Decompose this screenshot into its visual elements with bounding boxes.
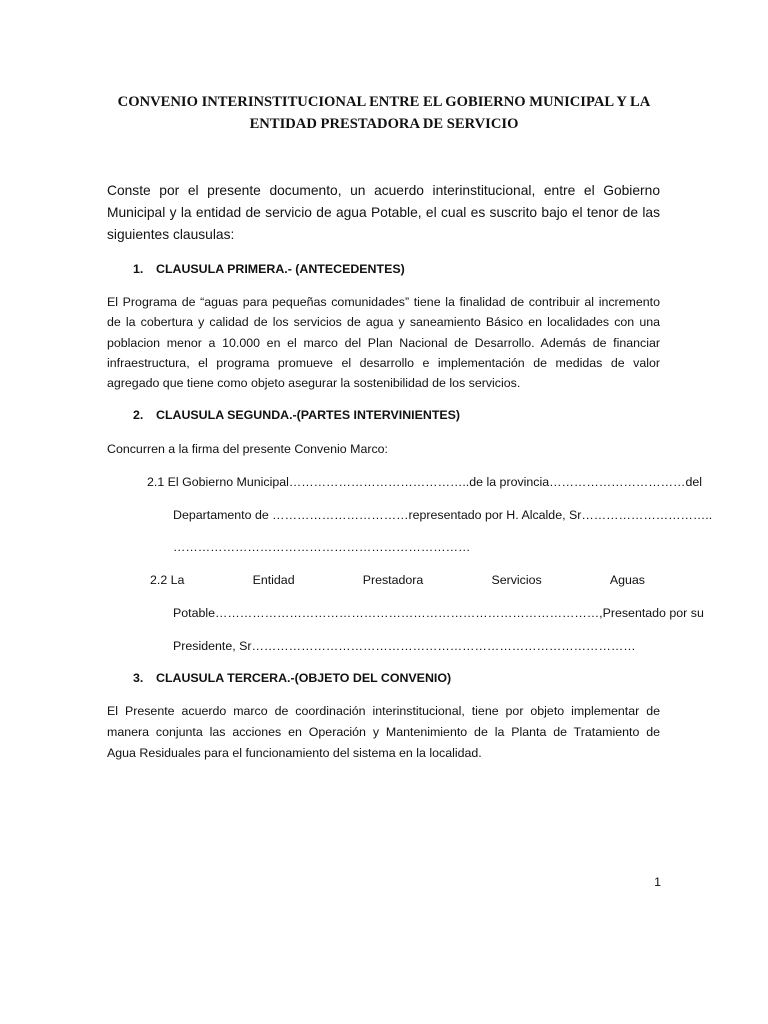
paragraph-line: Municipal y la entidad de servicio de agua Potable, el cual es suscrito bajo el tenor de las [107,205,660,220]
item-2-2-line-1 [150,571,645,589]
paragraph-line: agregado que tiene como objeto asegurar la sostenibilidad de los servicios. [107,376,521,391]
paragraph-line: infraestructura, el programa promueve el desarrollo e implementación de medidas de valor [107,355,660,370]
clause-3-paragraph [107,701,660,764]
paragraph-line: Agua Residuales para el funcionamiento del sistema en la localidad. [107,746,482,760]
clause-title: CLAUSULA SEGUNDA.-(PARTES INTERVINIENTES) [156,408,461,422]
item-text: Potable…………………………………………………………………………………, [173,606,603,620]
page-number: 1 [654,875,661,889]
paragraph-line: siguientes clausulas: [107,227,235,242]
item-word: 2.2 La [150,573,185,587]
clause-number: 2. [133,408,144,422]
clause-title: CLAUSULA PRIMERA.- (ANTECEDENTES) [156,262,405,276]
item-2-2-line-2 [173,604,704,622]
paragraph-line: poblacion menor a 10.000 en el marco del Plan Nacional de Desarrollo. Además de financiar [107,335,660,350]
clause-3-heading [133,669,451,687]
title-line: CONVENIO INTERINSTITUCIONAL ENTRE EL GOBIERNO MUNICIPAL Y LA [117,94,651,110]
title-line: ENTIDAD PRESTADORA DE SERVICIO [249,116,519,132]
paragraph-line: Conste por el presente documento, un acuerdo interinstitucional, entre el Gobierno [107,183,660,198]
item-word: Servicios [491,573,542,587]
item-text: del [685,475,702,489]
clause-2-intro [107,439,660,459]
clause-number: 1. [133,262,144,276]
paragraph-line: Concurren a la firma del presente Convenio Marco: [107,442,388,456]
item-text: 2.1 El Gobierno Municipal…………………………………….. [147,475,470,489]
item-text: representado por H. Alcalde, Sr………………………….. [408,508,713,522]
item-text: Presentado por su [602,606,704,620]
item-text: Departamento de …………………………… [173,508,409,522]
item-2-2-line-3: Presidente, Sr………………………………………………………………………………… [173,639,636,653]
item-word: Entidad [252,573,295,587]
item-text: de la provincia…………………………… [469,475,686,489]
clause-1-heading [133,260,405,278]
clause-2-heading [133,406,460,424]
item-word: Prestadora [362,573,424,587]
document-title [100,91,668,135]
clause-1-paragraph [107,292,660,393]
item-2-1-line-3: ……………………………………………………………… [173,540,471,554]
paragraph-line: El Presente acuerdo marco de coordinación interinstitucional, tiene por objeto implementar de [107,704,660,718]
intro-paragraph [107,180,660,246]
item-2-1-line-1 [147,473,702,491]
clause-number: 3. [133,671,144,685]
paragraph-line: manera conjunta las acciones en Operación y Mantenimiento de la Planta de Tratamiento de [107,725,660,739]
paragraph-line: El Programa de “aguas para pequeñas comunidades” tiene la finalidad de contribuir al incremento [107,295,660,309]
item-word: Aguas [609,573,645,587]
paragraph-line: de la cobertura y calidad de los servicios de agua y saneamiento Básico en localidades con una [107,315,660,330]
clause-title: CLAUSULA TERCERA.-(OBJETO DEL CONVENIO) [156,671,452,685]
item-2-1-line-2 [173,506,713,524]
